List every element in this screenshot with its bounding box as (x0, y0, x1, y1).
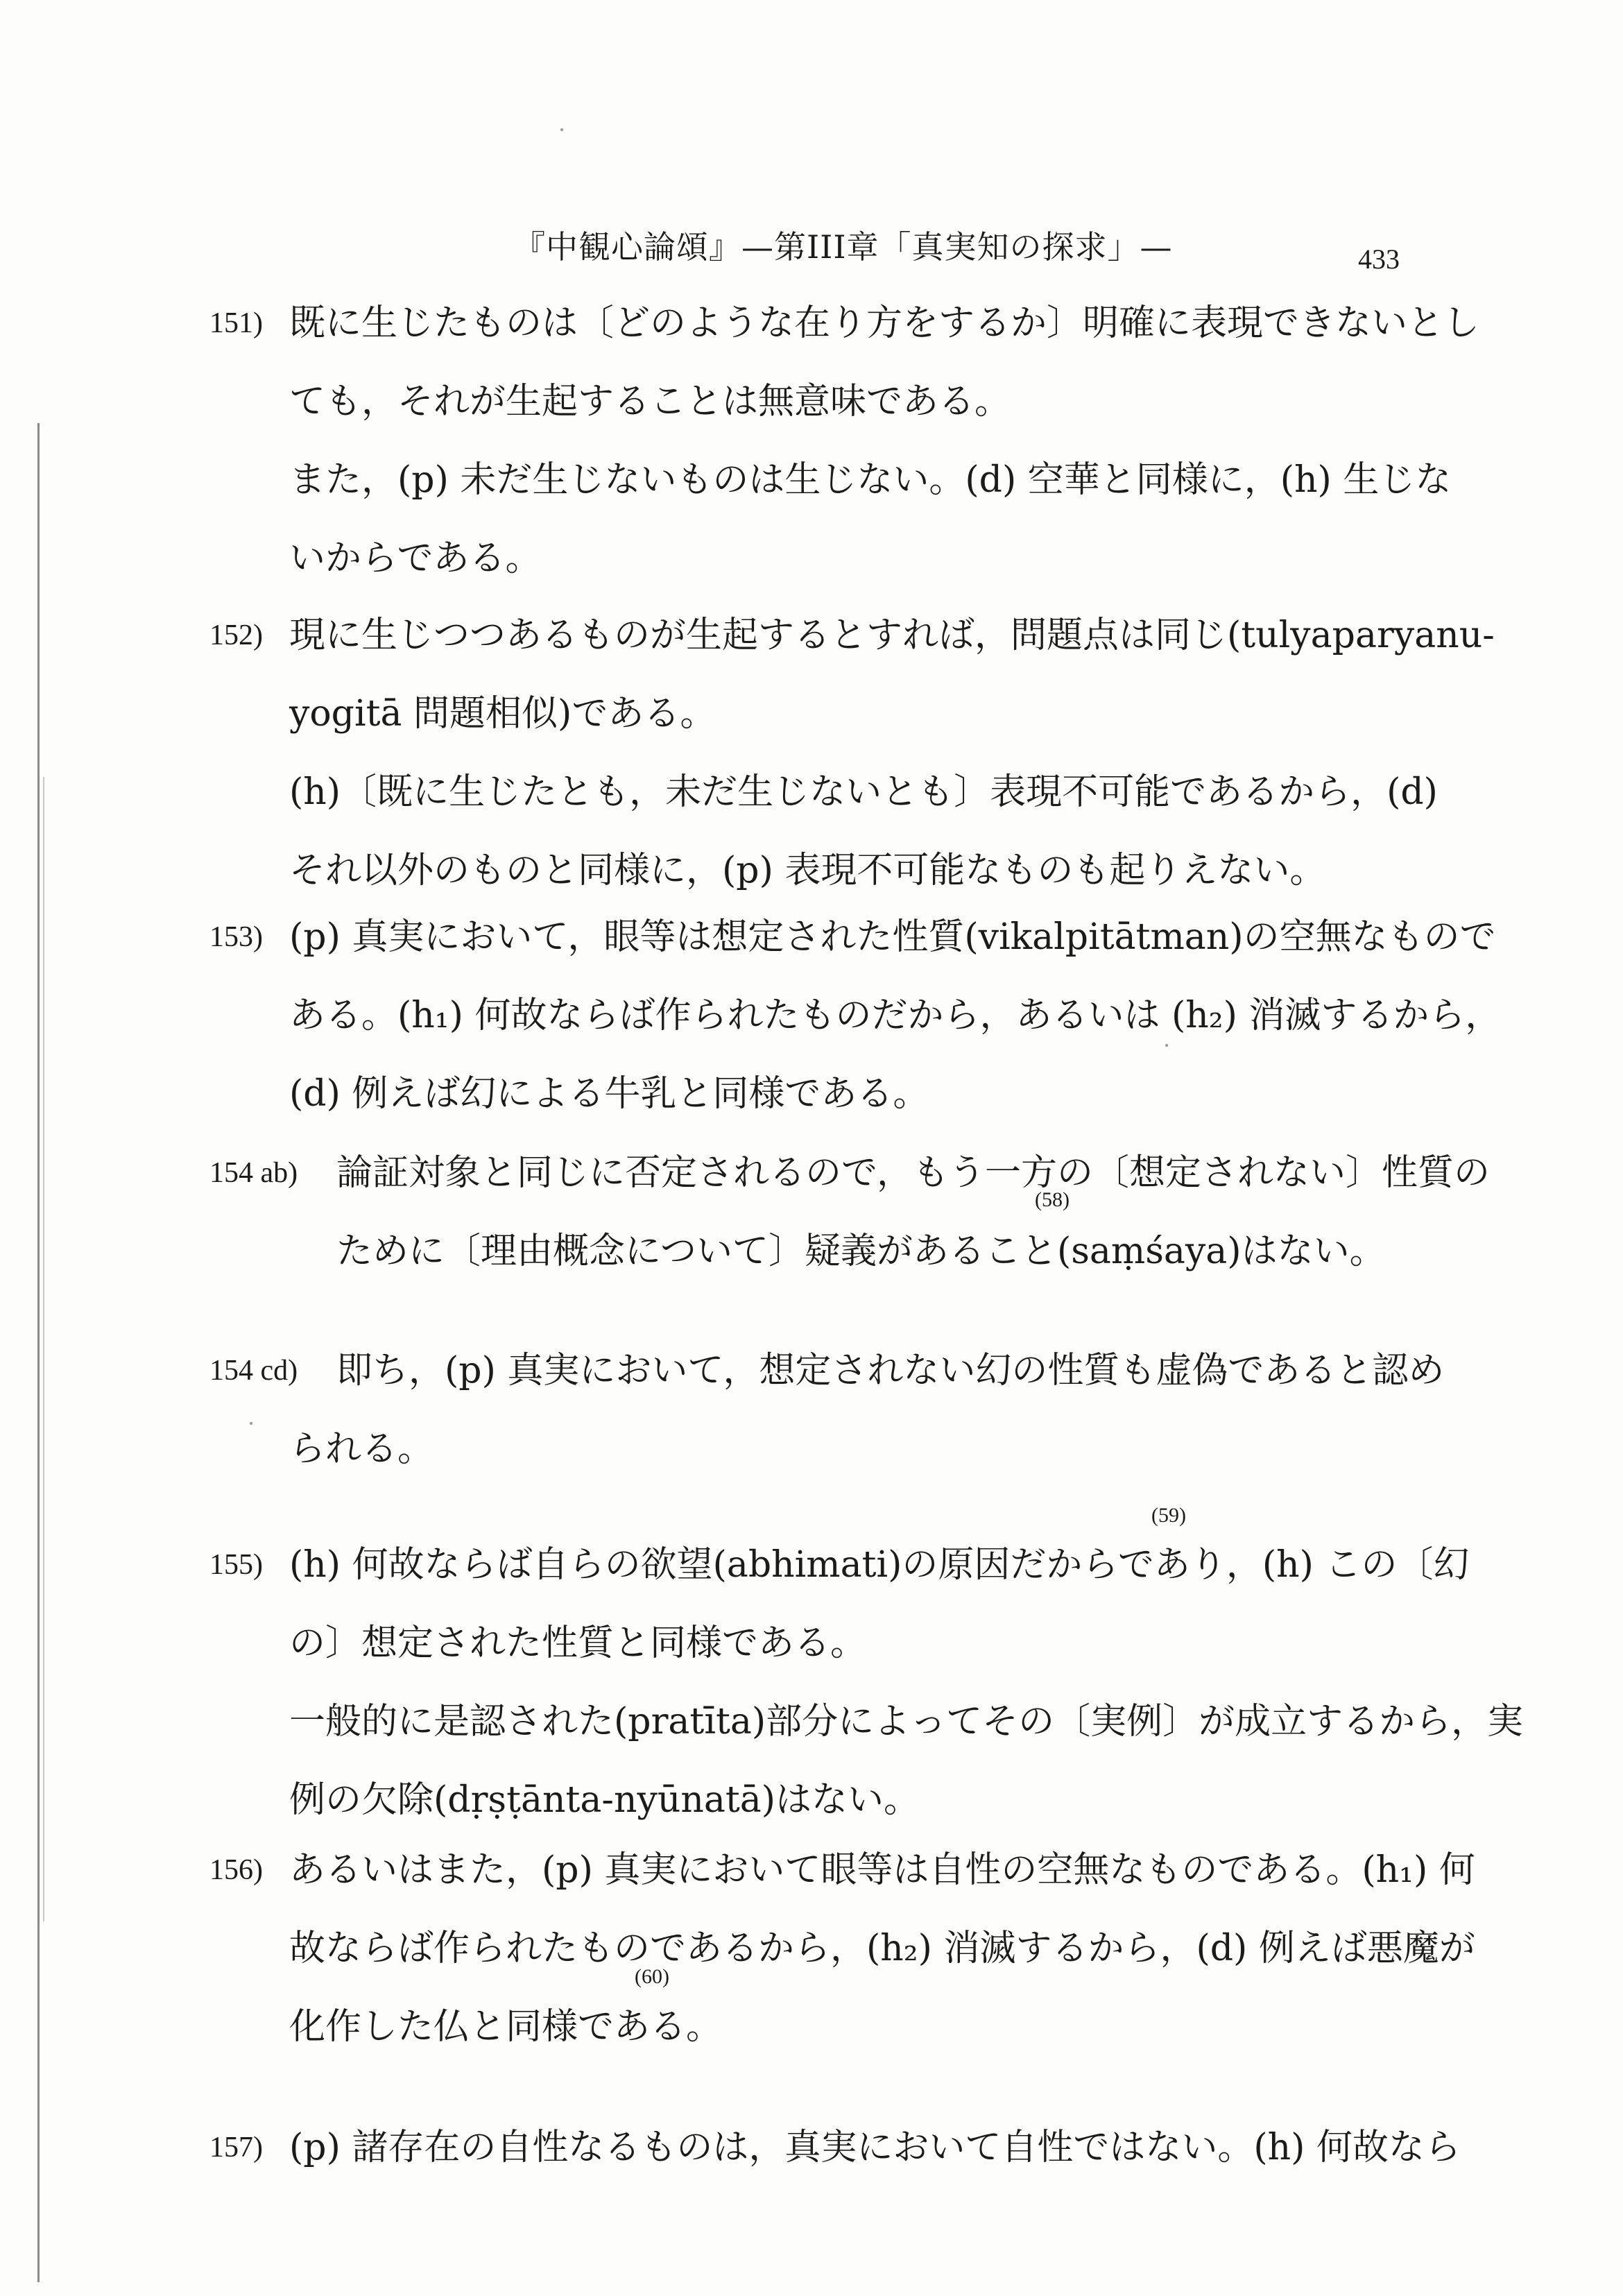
verse-line: それ以外のものと同様に，(p) 表現不可能なものも起りえない。 (289, 850, 1326, 891)
verse-line: ために〔理由概念について〕疑義があること(saṃśaya)はない。 (336, 1231, 1386, 1272)
verse-number: 156) (209, 1854, 263, 1886)
verse-line: の〕想定された性質と同様である。 (289, 1622, 867, 1664)
scan-speck (1165, 1044, 1168, 1047)
verse-line: 現に生じつつあるものが生起するとすれば，問題点は同じ(tulyaparyanu- (289, 615, 1495, 656)
verse-line: 化作した仏と同様である。 (289, 2006, 723, 2048)
verse-line: ある。(h₁) 何故ならば作られたものだから，あるいは (h₂) 消滅するから， (289, 995, 1502, 1036)
verse-line: 論証対象と同じに否定されるので，もう一方の〔想定されない〕性質の (336, 1152, 1490, 1194)
binding-edge-line (37, 423, 40, 2282)
verse-line: (d) 例えば幻による牛乳と同様である。 (289, 1073, 929, 1115)
verse-153 (209, 898, 1502, 1133)
verse-line: あるいはまた，(p) 真実において眼等は自性の空無なものである。(h₁) 何 (289, 1849, 1475, 1891)
verse-156 (209, 1831, 1475, 2066)
verse-number: 154 ab) (209, 1157, 298, 1189)
verse-line: いからである。 (289, 538, 542, 579)
binding-edge-shadow (43, 777, 44, 1921)
running-title: 『中観心論頌』—第III章「真実知の探求」— (513, 228, 1173, 266)
page-number: 433 (1358, 243, 1400, 275)
verse-154ab (209, 1134, 1490, 1291)
verse-number: 151) (209, 307, 263, 339)
verse-157 (209, 2109, 1461, 2187)
verse-number: 153) (209, 921, 263, 953)
verse-line: (p) 真実において，眼等は想定された性質(vikalpitātman)の空無なもので (289, 916, 1496, 958)
verse-line: 例の欠除(dṛṣṭānta-nyūnatā)はない。 (289, 1779, 920, 1821)
verse-line: また，(p) 未だ生じないものは生じない。(d) 空華と同様に，(h) 生じな (289, 459, 1452, 501)
verse-line: yogitā 問題相似)である。 (289, 693, 716, 735)
verse-number: 152) (209, 619, 263, 651)
verse-line: (p) 諸存在の自性なるものは，真実において自性ではない。(h) 何故なら (289, 2127, 1461, 2168)
verse-line: 即ち，(p) 真実において，想定されない幻の性質も虚偽であると認め (336, 1350, 1445, 1391)
scan-speck (560, 128, 563, 131)
verse-line: 一般的に是認された(pratīta)部分によってその〔実例〕が成立するから，実 (289, 1701, 1524, 1742)
verse-151 (209, 284, 1480, 598)
note-reference: (60) (635, 1965, 669, 1988)
scan-speck (250, 1422, 252, 1425)
verse-line: (h)〔既に生じたとも，未だ生じないとも〕表現不可能であるから，(d) (289, 771, 1438, 813)
verse-line: 既に生じたものは〔どのような在り方をするか〕明確に表現できないとし (289, 302, 1480, 344)
note-reference: (59) (1151, 1504, 1186, 1527)
verse-line: ても，それが生起することは無意味である。 (289, 381, 1011, 422)
note-reference: (58) (1035, 1188, 1070, 1211)
verse-155 (209, 1526, 1524, 1840)
verse-number: 154 cd) (209, 1355, 298, 1387)
verse-line: られる。 (289, 1428, 434, 1470)
verse-154cd (209, 1332, 1445, 1489)
verse-line: (h) 何故ならば自らの欲望(abhimati)の原因だからであり，(h) この〔幻 (289, 1544, 1470, 1586)
verse-number: 155) (209, 1549, 263, 1581)
verse-line: 故ならば作られたものであるから，(h₂) 消滅するから，(d) 例えば悪魔が (289, 1928, 1475, 1969)
verse-152 (209, 597, 1495, 910)
verse-number: 157) (209, 2132, 263, 2164)
